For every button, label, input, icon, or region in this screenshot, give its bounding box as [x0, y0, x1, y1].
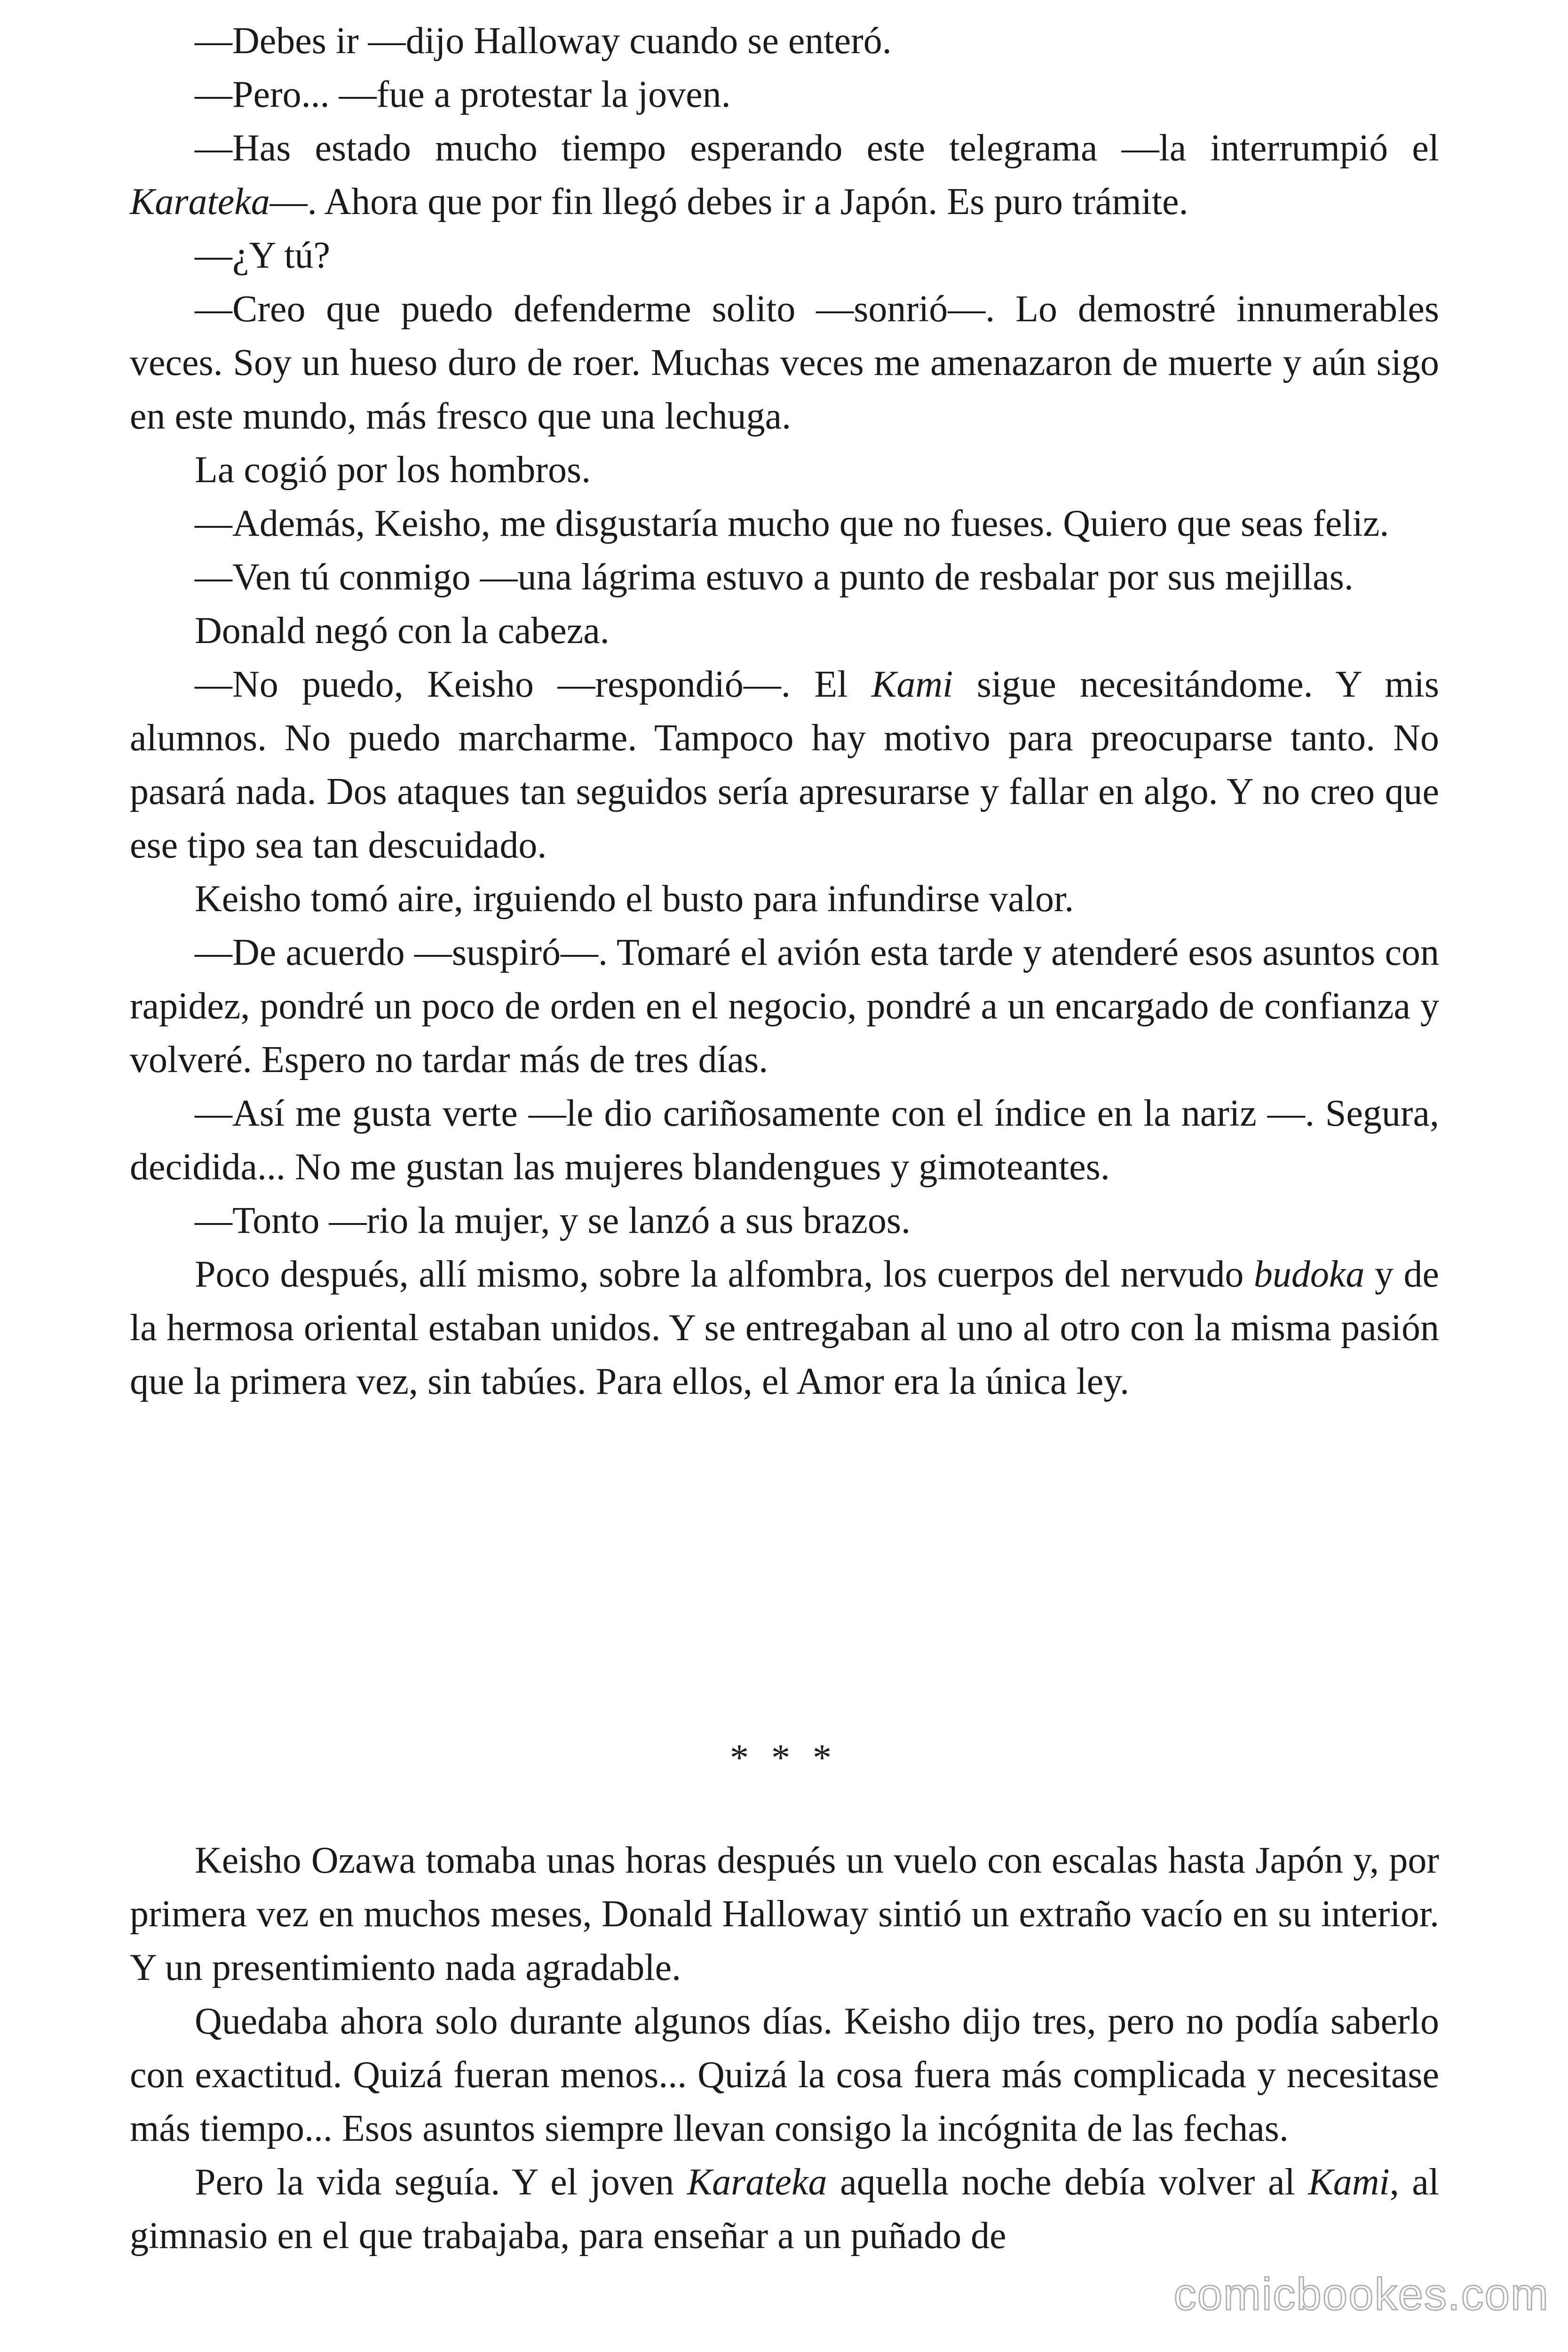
text-run: —Ven tú conmigo —una lágrima estuvo a punto de resbalar por sus mejillas.: [195, 556, 1354, 598]
paragraph: [130, 68, 1439, 121]
italic-term: budoka: [1253, 1254, 1365, 1295]
paragraph: [130, 121, 1439, 229]
text-run: —Debes ir —dijo Halloway cuando se enteró.: [195, 20, 892, 62]
text-run: —Pero... —fue a protestar la joven.: [195, 74, 731, 115]
italic-term: Karateka: [130, 181, 270, 222]
italic-term: Kami: [871, 664, 953, 705]
text-run: —. Ahora que por fin llegó debes ir a Japón. Es puro trámite.: [269, 181, 1188, 222]
paragraph: [130, 2155, 1439, 2263]
text-run: —Has estado mucho tiempo esperando este telegrama —la interrumpió el: [195, 127, 1439, 169]
text-run: Pero la vida seguía. Y el joven: [195, 2161, 687, 2203]
paragraph: [130, 282, 1439, 443]
text-run: —Creo que puedo defenderme solito —sonrió—. Lo demostré innumerables veces. Soy un hueso duro de roer. Muchas veces me amenazaron de muerte y aún sigo en este mundo, más fresco que una lechuga.: [130, 288, 1439, 437]
text-run: Quedaba ahora solo durante algunos días. Keisho dijo tres, pero no podía saberlo con exactitud. Quizá fueran menos... Quizá la cosa fuera más complicada y necesitase más tiempo... Esos asuntos siempre llevan consigo la incógnita de las fechas.: [130, 2001, 1439, 2149]
paragraph: [130, 1194, 1439, 1248]
paragraph: [130, 1087, 1439, 1194]
paragraph: [130, 658, 1439, 872]
watermark-logo: comicbookes.com: [1173, 2269, 1549, 2320]
text-run: —Tonto —rio la mujer, y se lanzó a sus brazos.: [195, 1200, 911, 1241]
italic-term: Kami: [1308, 2161, 1390, 2203]
text-run: —No puedo, Keisho —respondió—. El: [195, 664, 872, 705]
paragraph: [130, 1248, 1439, 1408]
text-section-top: [130, 14, 1439, 1408]
paragraph: [130, 14, 1439, 68]
paragraph: [130, 1994, 1439, 2155]
text-run: —De acuerdo —suspiró—. Tomaré el avión esta tarde y atenderé esos asuntos con rapidez, pondré un poco de orden en el negocio, pondré a un encargado de confianza y volveré. Espero no tardar más de tres días.: [130, 932, 1439, 1081]
text-run: y de la hermosa oriental estaban unidos. Y se entregaban al uno al otro con la misma pasión que la primera vez, sin tabúes. Para ellos, el Amor era la única ley.: [130, 1254, 1440, 1402]
paragraph: [130, 550, 1439, 604]
scene-separator: * * *: [730, 1737, 838, 1779]
text-section-bottom: [130, 1834, 1439, 2263]
paragraph: [130, 1834, 1439, 1994]
text-run: Poco después, allí mismo, sobre la alfombra, los cuerpos del nervudo: [195, 1254, 1254, 1295]
text-run: La cogió por los hombros.: [195, 449, 591, 491]
text-run: , al gimnasio en el que trabajaba, para enseñar a un puñado de: [130, 2161, 1440, 2257]
paragraph: [130, 443, 1439, 497]
text-run: Keisho Ozawa tomaba unas horas después un vuelo con escalas hasta Japón y, por primera vez en muchos meses, Donald Halloway sintió un extraño vacío en su interior. Y un presentimiento nada agradable.: [130, 1840, 1439, 1988]
text-run: sigue necesitándome. Y mis alumnos. No puedo marcharme. Tampoco hay motivo para preocuparse tanto. No pasará nada. Dos ataques tan seguidos sería apresurarse y fallar en algo. Y no creo que ese tipo sea tan descuidado.: [130, 664, 1440, 866]
italic-term: Karateka: [687, 2161, 827, 2203]
text-run: —Además, Keisho, me disgustaría mucho que no fueses. Quiero que seas feliz.: [195, 503, 1389, 544]
text-run: —¿Y tú?: [195, 235, 331, 276]
text-run: Keisho tomó aire, irguiendo el busto para infundirse valor.: [195, 878, 1074, 920]
text-run: Donald negó con la cabeza.: [195, 610, 610, 652]
paragraph: [130, 229, 1439, 282]
paragraph: [130, 497, 1439, 550]
paragraph: [130, 872, 1439, 926]
paragraph: [130, 926, 1439, 1087]
text-run: —Así me gusta verte —le dio cariñosamente con el índice en la nariz —. Segura, decidida... No me gustan las mujeres blandengues y gimoteantes.: [130, 1093, 1439, 1188]
paragraph: [130, 604, 1439, 658]
text-run: aquella noche debía volver al: [827, 2161, 1308, 2203]
